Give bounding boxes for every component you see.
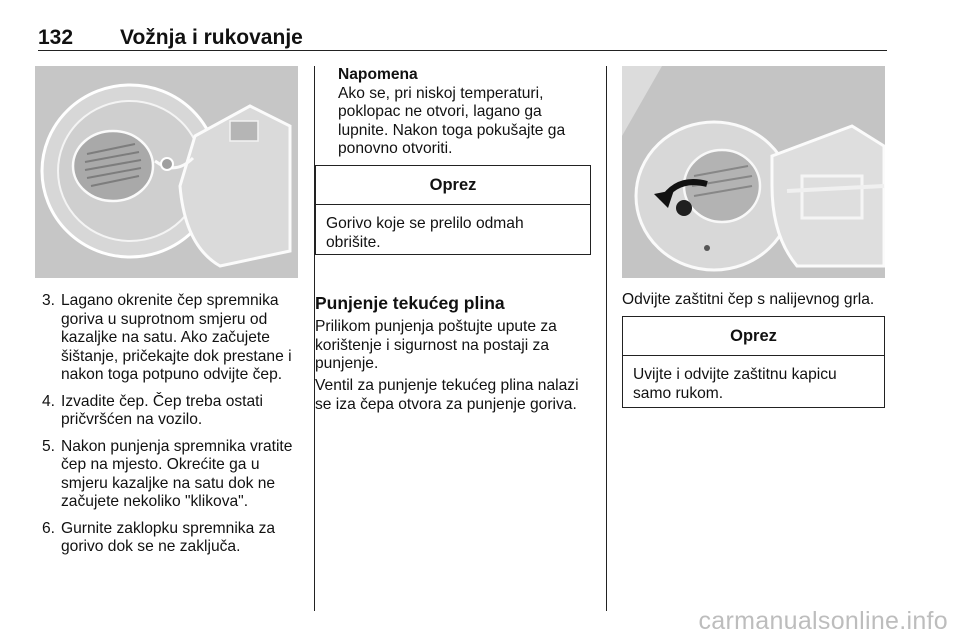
step-text: Nakon punjenja spremnika vratite čep na mjesto. Okrećite ga u smjeru kazaljke na satu dok ne začujete nekoliko "klikova". bbox=[61, 437, 293, 510]
list-item bbox=[38, 393, 302, 430]
header-divider bbox=[38, 50, 887, 51]
paragraph: Prilikom punjenja poštujte upute za korištenje i sigurnost na postaji za punjenje. bbox=[315, 318, 557, 372]
caution-text: Uvijte i odvijte zaštitnu kapicu samo rukom. bbox=[633, 366, 837, 402]
note-block bbox=[338, 66, 593, 159]
page-number: 132 bbox=[38, 26, 74, 49]
caution-box bbox=[622, 316, 885, 408]
note-text: Ako se, pri niskoj temperaturi, poklopac ne otvori, lagano ga lupnite. Nakon toga pokušajte ga ponovno otvoriti. bbox=[338, 84, 566, 157]
watermark: carmanualsonline.info bbox=[698, 607, 948, 635]
caution-box bbox=[315, 165, 591, 255]
image-caption: Odvijte zaštitni čep s nalijevnog grla. bbox=[622, 291, 875, 308]
list-item bbox=[38, 438, 302, 512]
step-text: Izvadite čep. Čep treba ostati pričvršćen na vozilo. bbox=[61, 392, 263, 428]
step-text: Gurnite zaklopku spremnika za gorivo dok se ne zaključa. bbox=[61, 519, 276, 555]
steps-list bbox=[38, 292, 302, 565]
caution-title: Oprez bbox=[623, 317, 884, 356]
list-item bbox=[38, 292, 302, 385]
filler-neck-illustration bbox=[622, 66, 885, 278]
paragraph: Ventil za punjenje tekućeg plina nalazi se iza čepa otvora za punjenje goriva. bbox=[315, 377, 579, 413]
column-divider bbox=[606, 66, 607, 611]
caution-text: Gorivo koje se prelilo odmah obrišite. bbox=[326, 215, 524, 251]
step-number: 5. bbox=[42, 437, 56, 455]
page-title: Vožnja i rukovanje bbox=[120, 26, 303, 49]
step-text: Lagano okrenite čep spremnika goriva u suprotnom smjeru od kazaljke na satu. Ako začujete šištanje, pričekajte dok prestane i nakon toga potpuno odvijte čep. bbox=[61, 292, 292, 383]
step-number: 4. bbox=[42, 392, 56, 410]
note-title: Napomena bbox=[338, 66, 418, 83]
section-heading: Punjenje tekućeg plina bbox=[315, 293, 505, 313]
step-number: 6. bbox=[42, 519, 56, 537]
fuel-cap-illustration bbox=[35, 66, 298, 278]
step-number: 3. bbox=[42, 292, 56, 309]
caution-title: Oprez bbox=[316, 166, 590, 205]
page-header bbox=[38, 26, 303, 50]
list-item bbox=[38, 520, 302, 557]
